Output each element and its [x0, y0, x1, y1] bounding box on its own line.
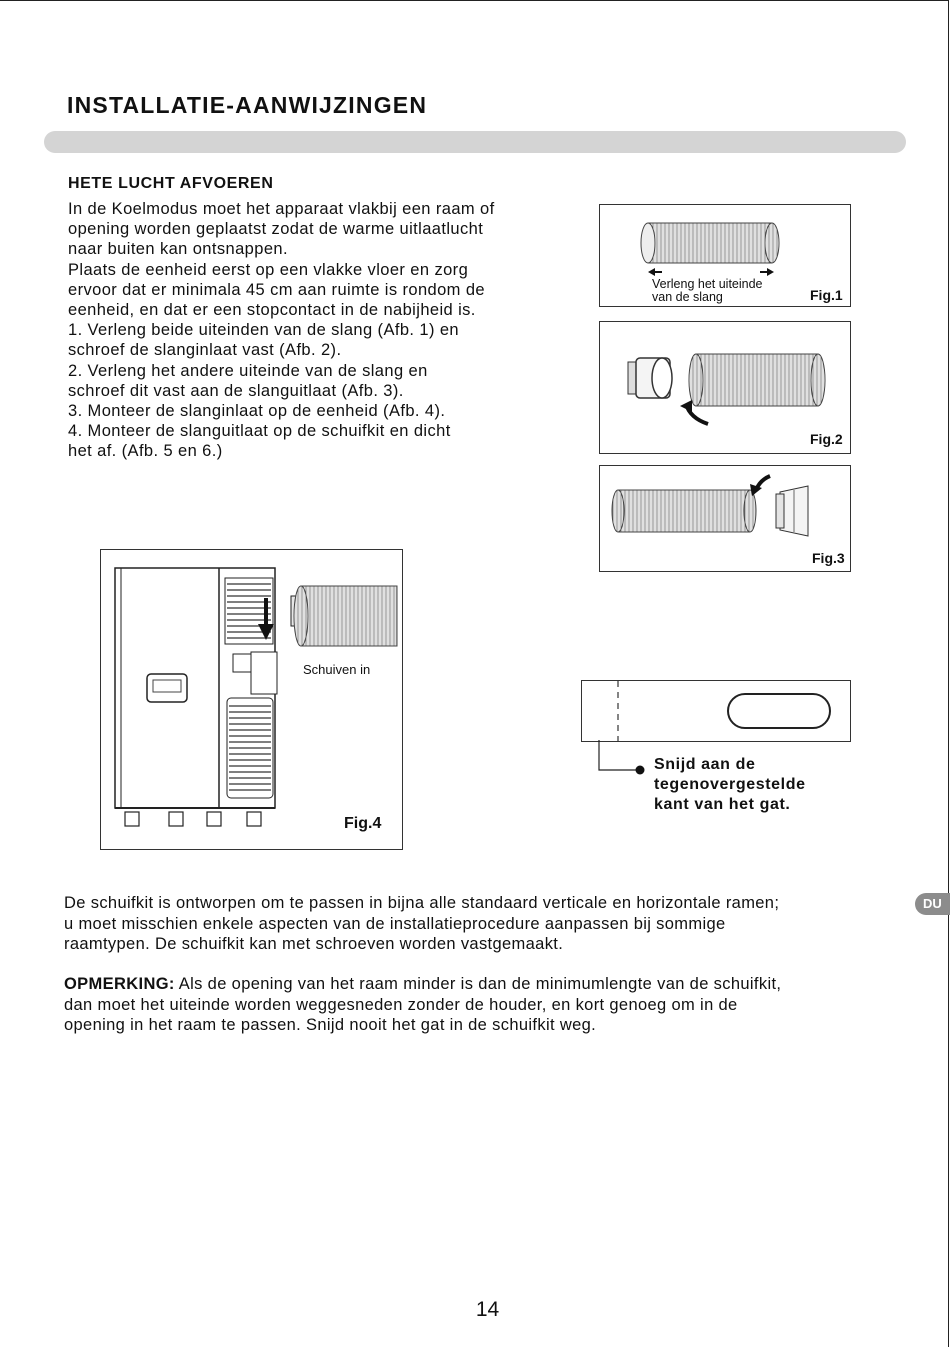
instruction-line: schroef dit vast aan de slanguitlaat (Afb. 3).: [68, 381, 404, 400]
instruction-line: 4. Monteer de slanguitlaat op de schuifkit en dicht: [68, 422, 451, 441]
instruction-line: 1. Verleng beide uiteinden van de slang (Afb. 1) en: [68, 321, 459, 340]
cut-instruction: Snijd aan de tegenovergestelde kant van het gat.: [654, 756, 806, 813]
language-badge: DU: [915, 893, 950, 915]
page-title: INSTALLATIE-AANWIJZINGEN: [67, 92, 428, 118]
instruction-line: 2. Verleng het andere uiteinde van de slang en: [68, 361, 428, 380]
figure-3: [599, 465, 851, 572]
title-divider-bar: [44, 131, 906, 153]
instruction-line: ervoor dat er minimala 45 cm aan ruimte is rondom de: [68, 280, 485, 299]
note-label: OPMERKING:: [64, 975, 175, 993]
instruction-line: Plaats de eenheid eerst op een vlakke vloer en zorg: [68, 260, 469, 279]
fig1-caption: Verleng het uiteinde van de slang: [652, 277, 763, 304]
note-line: opening in het raam te passen. Snijd nooit het gat in de schuifkit weg.: [64, 1016, 597, 1034]
figure-4: [100, 549, 403, 850]
instruction-line: naar buiten kan ontsnappen.: [68, 240, 288, 259]
note-line: dan moet het uiteinde worden weggesneden zonder de houder, en kort genoeg om in de: [64, 995, 738, 1014]
fig2-label: Fig.2: [810, 431, 843, 447]
section-heading: HETE LUCHT AFVOEREN: [68, 175, 274, 192]
page-number: 14: [475, 1298, 500, 1321]
figure-2: [599, 321, 851, 454]
fig4-callout: Schuiven in: [303, 662, 371, 677]
paragraph-line: u moet misschien enkele aspecten van de installatieprocedure aanpassen bij sommige: [64, 914, 726, 933]
note-paragraph: [64, 974, 894, 1036]
instruction-line: In de Koelmodus moet het apparaat vlakbij een raam of: [68, 200, 495, 218]
fig3-label: Fig.3: [812, 550, 845, 566]
instruction-line: opening worden geplaatst zodat de warme uitlaatlucht: [68, 220, 484, 239]
slider-kit-paragraph: [64, 893, 894, 955]
fig4-label: Fig.4: [344, 815, 382, 832]
figure-1: [599, 204, 851, 307]
window-slider-cut-illustration: [581, 680, 851, 742]
instruction-line: eenheid, en dat er een stopcontact in de nabijheid is.: [68, 301, 476, 320]
instructions-text: [68, 199, 568, 462]
instruction-line: schroef de slanginlaat vast (Afb. 2).: [68, 341, 342, 360]
unit-hose-assembly-illustration: [101, 550, 402, 849]
fig1-label: Fig.1: [810, 287, 843, 303]
slider-panel-drawing: [582, 681, 850, 741]
note-text: Als de opening van het raam minder is dan de minimumlengte van de schuifkit,: [174, 975, 782, 993]
instruction-line: 3. Monteer de slanginlaat op de eenheid (Afb. 4).: [68, 402, 446, 421]
instruction-line: het af. (Afb. 5 en 6.): [68, 442, 223, 461]
paragraph-line: De schuifkit is ontworpen om te passen in bijna alle standaard verticale en horizontale ramen;: [64, 894, 780, 912]
paragraph-line: raamtypen. De schuifkit kan met schroeven worden vastgemaakt.: [64, 935, 564, 953]
